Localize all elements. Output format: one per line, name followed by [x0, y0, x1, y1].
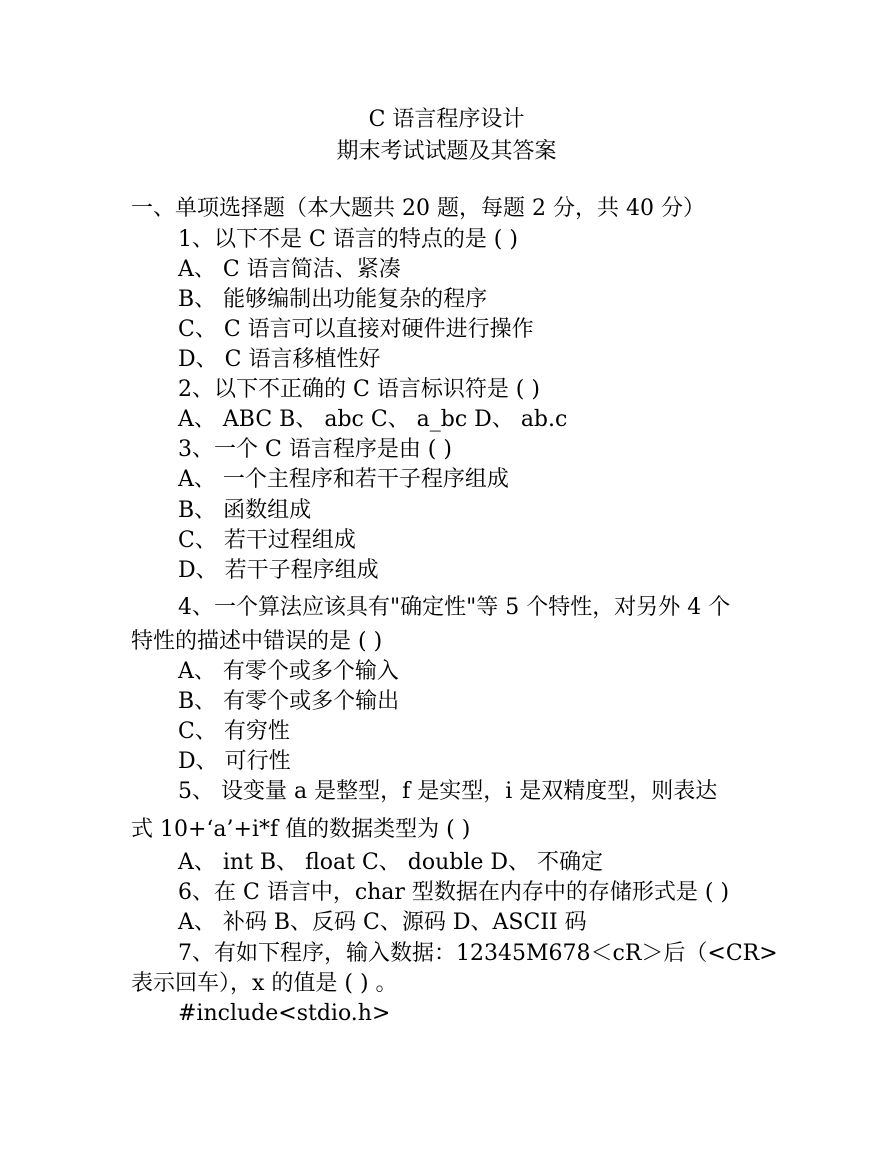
- question-2-options: A、 ABC B、 abc C、 a_bc D、 ab.c: [178, 407, 568, 432]
- question-4-option-c: C、 有穷性: [178, 719, 290, 744]
- section-heading: 一、单项选择题（本大题共 20 题，每题 2 分，共 40 分）: [131, 196, 705, 221]
- question-4-option-b: B、 有零个或多个输出: [178, 689, 400, 714]
- question-1-option-b: B、 能够编制出功能复杂的程序: [178, 287, 488, 312]
- question-1-option-d: D、 C 语言移植性好: [178, 347, 381, 372]
- question-7-stem-line2: 表示回车），x 的值是 ( ) 。: [131, 971, 398, 996]
- question-5-stem-line2: 式 10+‘a’+i*f 值的数据类型为 ( ): [131, 817, 471, 842]
- question-7-code-line1: #include<stdio.h>: [178, 1001, 391, 1026]
- question-3-option-d: D、 若干子程序组成: [178, 558, 379, 583]
- question-5-options: A、 int B、 float C、 double D、 不确定: [178, 850, 604, 875]
- question-5-stem-line1: 5、 设变量 a 是整型，f 是实型，i 是双精度型，则表达: [178, 779, 718, 804]
- question-3-option-a: A、 一个主程序和若干子程序组成: [178, 467, 509, 492]
- question-3-option-b: B、 函数组成: [178, 498, 312, 523]
- question-1-option-c: C、 C 语言可以直接对硬件进行操作: [178, 317, 534, 342]
- question-3-stem: 3、一个 C 语言程序是由 ( ): [178, 437, 452, 462]
- question-6-stem: 6、在 C 语言中，char 型数据在内存中的存储形式是 ( ): [178, 880, 730, 905]
- question-4-option-a: A、 有零个或多个输入: [178, 659, 399, 684]
- question-1-stem: 1、以下不是 C 语言的特点的是 ( ): [178, 227, 518, 252]
- question-2-stem: 2、以下不正确的 C 语言标识符是 ( ): [178, 377, 540, 402]
- question-4-stem-line2: 特性的描述中错误的是 ( ): [131, 629, 383, 654]
- question-3-option-c: C、 若干过程组成: [178, 528, 356, 553]
- question-4-stem-line1: 4、一个算法应该具有"确定性"等 5 个特性，对另外 4 个: [178, 595, 731, 620]
- document-title: C 语言程序设计: [368, 107, 525, 132]
- question-1-option-a: A、 C 语言简洁、紧凑: [178, 257, 401, 282]
- document-subtitle: 期末考试试题及其答案: [336, 139, 557, 164]
- question-6-options: A、 补码 B、反码 C、源码 D、ASCII 码: [178, 910, 587, 935]
- question-4-option-d: D、 可行性: [178, 749, 291, 774]
- question-7-stem-line1: 7、有如下程序，输入数据：12345M678＜cR＞后（<CR>: [178, 941, 778, 966]
